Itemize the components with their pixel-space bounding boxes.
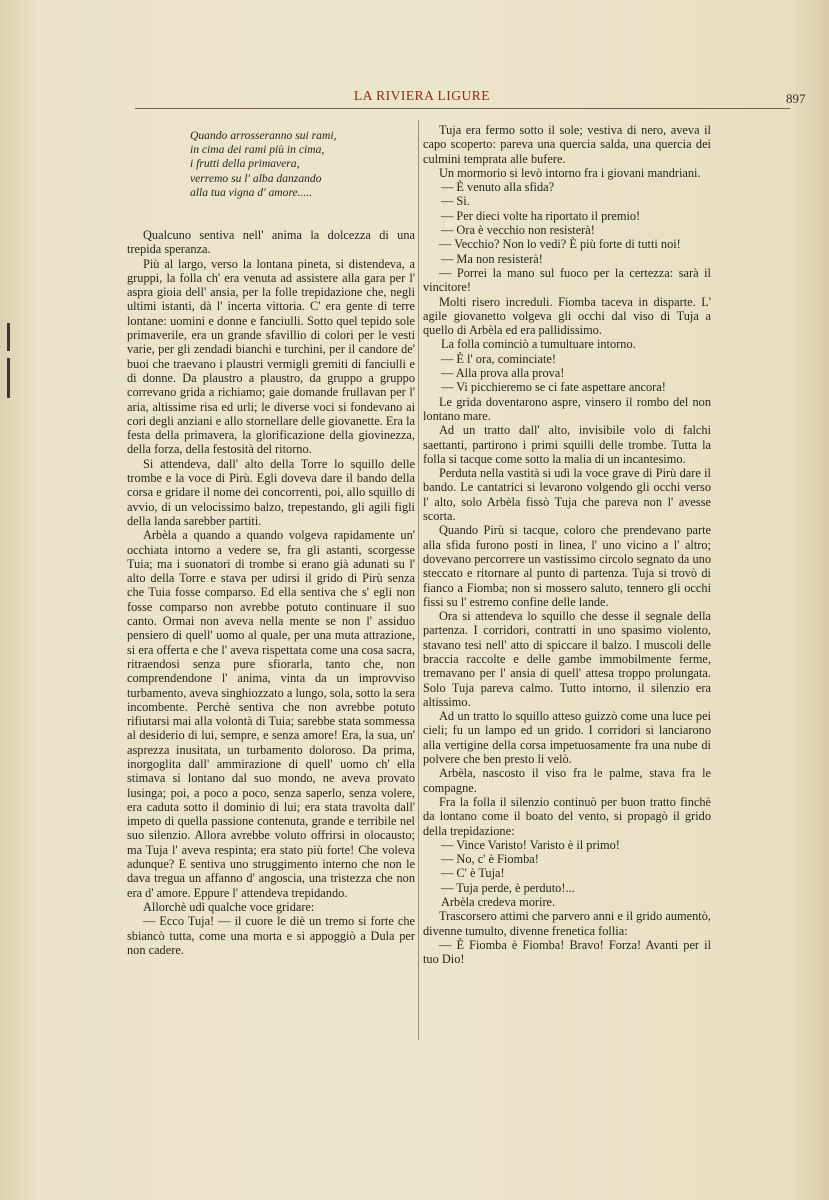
paragraph: Un mormorio si levò intorno fra i giovani mandriani. xyxy=(439,165,701,180)
paragraph: Fra la folla il silenzio continuò per buon tratto finchè da lontano come il boato del vento, si propagò il grido della trepidazione: xyxy=(423,794,711,838)
dialogue-line: — Sì. xyxy=(441,194,470,209)
paragraph: Ad un tratto dall' alto, invisibile volo di falchi saettanti, partirono i primi squilli delle trombe. Tutta la folla si tacque come sotto la malia di un incantesimo. xyxy=(423,423,711,466)
page-number: 897 xyxy=(786,91,806,106)
paragraph: Qualcuno sentiva nell' anima la dolcezza di una trepida speranza. xyxy=(127,228,415,257)
header-rule xyxy=(135,108,790,109)
paragraph: Si attendeva, dall' alto della Torre lo squillo delle trombe e la voce di Pirù. Egli doveva dare il bando della corsa e gridare il nome dei concorrenti, poi, allo squillo di avvio, di un velocissimo balzo, trepestando, gli agili figli della landa sarebber partiti. xyxy=(127,456,415,528)
dialogue-line: — C' è Tuja! xyxy=(441,866,505,881)
paragraph: Molti risero increduli. Fiomba taceva in disparte. L' agile giovanetto volgeva gli occhi dal viso di Tuja a quello di Arbèla ed era pallidissimo. xyxy=(423,294,711,338)
binding-mark xyxy=(7,323,10,351)
paragraph: Arbèla a quando a quando volgeva rapidamente un' occhiata intorno a vedere se, fra gli astanti, scorgesse Tuia; ma i suonatori di trombe si erano già adunati su l' alto della Torre e stava per udirsi il grido di Pirù senza che Tuia fosse comparso. Ed ella sentiva che s' egli non fosse comparso non avrebbe potuto continuare il suo canto. Ormai non aveva nella mente se non l' assiduo pensiero di quell' uomo al quale, per una muta attrazione, si era offerta e che l' aveva rispettata come una cosa sacra, ritraendosi senza pure sfiorarla, tanto che, non comprendendone l' anima, vinta da un improvviso turbamento, aveva singhiozzato a lungo, sola, sotto la sera incombente. Perchè sentiva che non avrebbe potuto rifiutarsi mai alla volontà di Tuia; sarebbe stata sommessa al desiderio di lui, sempre, e senza amore! Era, la sua, un' asprezza inusitata, un turbamento doloroso. Da prima, inorgoglita dall' ammirazione di quell' uomo ch' ella stimava si lontano dal suo mondo, ne aveva provato lusinga; poi, a poco a poco, senza saperlo, senza volere, era caduta sotto il dominio di lui; era stata travolta dall' impeto di quella passione contenuta, grande e terribile nel suo silenzio. Allora avrebbe voluto offrirsi in olocausto; ma Tuja l' aveva respinta; era stato più forte! Che voleva adunque? E sentiva uno struggimento interno che non le dava tregua un affanno d' angoscia, una tristezza che non era d' amore. Eppure l' attendeva trepidando. xyxy=(127,528,415,900)
poem-line: in cima dei rami più in cima, xyxy=(190,143,325,157)
paragraph: Arbèla, nascosto il viso fra le palme, stava fra le compagne. xyxy=(423,766,711,795)
paragraph: Allorchè udì qualche voce gridare: xyxy=(143,899,315,914)
poem-line: i frutti della primavera, xyxy=(190,157,300,171)
dialogue-line: — Vi picchieremo se ci fate aspettare ancora! xyxy=(441,380,666,395)
paragraph: Le grida doventarono aspre, vinsero il rombo del non lontano mare. xyxy=(423,394,711,423)
paragraph: — Ecco Tuja! — il cuore le diè un tremo si forte che sbiancò tutta, come una morta e si appoggiò a Dula per non cadere. xyxy=(127,914,415,957)
poem-line: Quando arrosseranno sui rami, xyxy=(190,129,337,142)
dialogue-line: — Vince Varisto! Varisto è il primo! xyxy=(441,837,620,852)
dialogue-line: — È venuto alla sfida? xyxy=(441,180,555,195)
dialogue-line: — No, c' è Fiomba! xyxy=(441,852,539,867)
epigraph-poem xyxy=(190,129,420,200)
paragraph: Trascorsero attimi che parvero anni e il grido aumentò, divenne tumulto, divenne frenetica follia: xyxy=(423,909,711,938)
binding-mark xyxy=(7,358,10,398)
running-header-title: LA RIVIERA LIGURE xyxy=(354,88,490,103)
paragraph: Perduta nella vastità si udì la voce grave di Pirù dare il bando. Le cantatrici si levarono volgendo gli occhi verso l' alto, solo Arbèla fissò Tuja che pareva non l' avesse scorta. xyxy=(423,466,711,524)
left-column xyxy=(127,228,415,957)
poem-line: verremo su l' alba danzando xyxy=(190,171,322,185)
paragraph: — Porrei la mano sul fuoco per la certezza: sarà il vincitore! xyxy=(423,265,711,295)
dialogue-line: — Alla prova alla prova! xyxy=(441,366,565,381)
dialogue-line: — Tuja perde, è perduto!... xyxy=(441,880,575,895)
dialogue-line: — Ma non resisterà! xyxy=(441,251,543,266)
paragraph: Tuja era fermo sotto il sole; vestiva di nero, aveva il capo scoperto: pareva una quercia salda, una quercia dei culmini temprata alle bufere. xyxy=(423,123,711,166)
paragraph: Ad un tratto lo squillo atteso guizzò come una luce pei cieli; fu un lampo ed un grido. I corridori si lanciarono alla vertigine della corsa impetuosamente fra una nube di polvere che ben presto li velò. xyxy=(423,709,711,767)
right-column xyxy=(423,123,711,967)
paragraph: Più al largo, verso la lontana pineta, si distendeva, a gruppi, la folla ch' era venuta ad assistere alla gara per l' aspra gioia dell' ansia, per la folle trepidazione che, negli ultimi istanti, dà l' incerta vittoria. C' era gente di terre lontane: uomini e donne e fanciulli. Sotto quel tepido sole primaverile, era un grande sfavillio di colori per le vesti varie, per gli zendadi bianchi e turchini, per il candore de' buoi che traevano i plaustri vermigli gremiti di fanciulli e di donne. Da plaustro a plaustro, da gruppo a gruppo correvano grida a richiamo; gaie domande frullavan per l' aria, altissime risa ed urli; le diverse voci si fondevano ai cori degli anziani e allo stornellare delle giovanette. Era la festa della primavera, la glorificazione della giovinezza, della forza, della festosità del ritorno. xyxy=(127,256,415,457)
paragraph: — Vecchio? Non lo vedi? È più forte di tutti noi! xyxy=(439,237,681,252)
dialogue-line: Arbèla credeva morire. xyxy=(441,895,556,910)
paragraph: — È Fiomba è Fiomba! Bravo! Forza! Avanti per il tuo Dio! xyxy=(423,937,711,967)
column-divider xyxy=(418,120,419,1040)
dialogue-line: — Ora è vecchio non resisterà! xyxy=(441,223,595,238)
dialogue-line: — È l' ora, cominciate! xyxy=(441,351,556,366)
paragraph: Quando Pirù si tacque, coloro che prendevano parte alla sfida furono posti in linea, l' uno vicino a l' altro; dovevano percorrere un vastissimo circolo segnato da uno steccato e ritornare al punto di partenza. Tuja si trovò di fianco a Fiomba; non si mossero saluto, tennero gli occhi fissi su l' estremo confine delle lande. xyxy=(423,523,711,609)
poem-line: alla tua vigna d' amore..... xyxy=(190,185,313,199)
dialogue-line: — Per dieci volte ha riportato il premio! xyxy=(441,208,641,223)
dialogue-line: La folla cominciò a tumultuare intorno. xyxy=(441,337,636,352)
paragraph: Ora si attendeva lo squillo che desse il segnale della partenza. I corridori, contratti in uno spasimo violento, stavano tesi nell' atto di spiccare il balzo. I muscoli delle braccia raccolte e delle gambe immobilmente ferme, tremavano per l' ansia di quell' attesa troppo prolungata. Solo Tuja pareva calmo. Tutto intorno, il silenzio era altissimo. xyxy=(423,609,711,709)
